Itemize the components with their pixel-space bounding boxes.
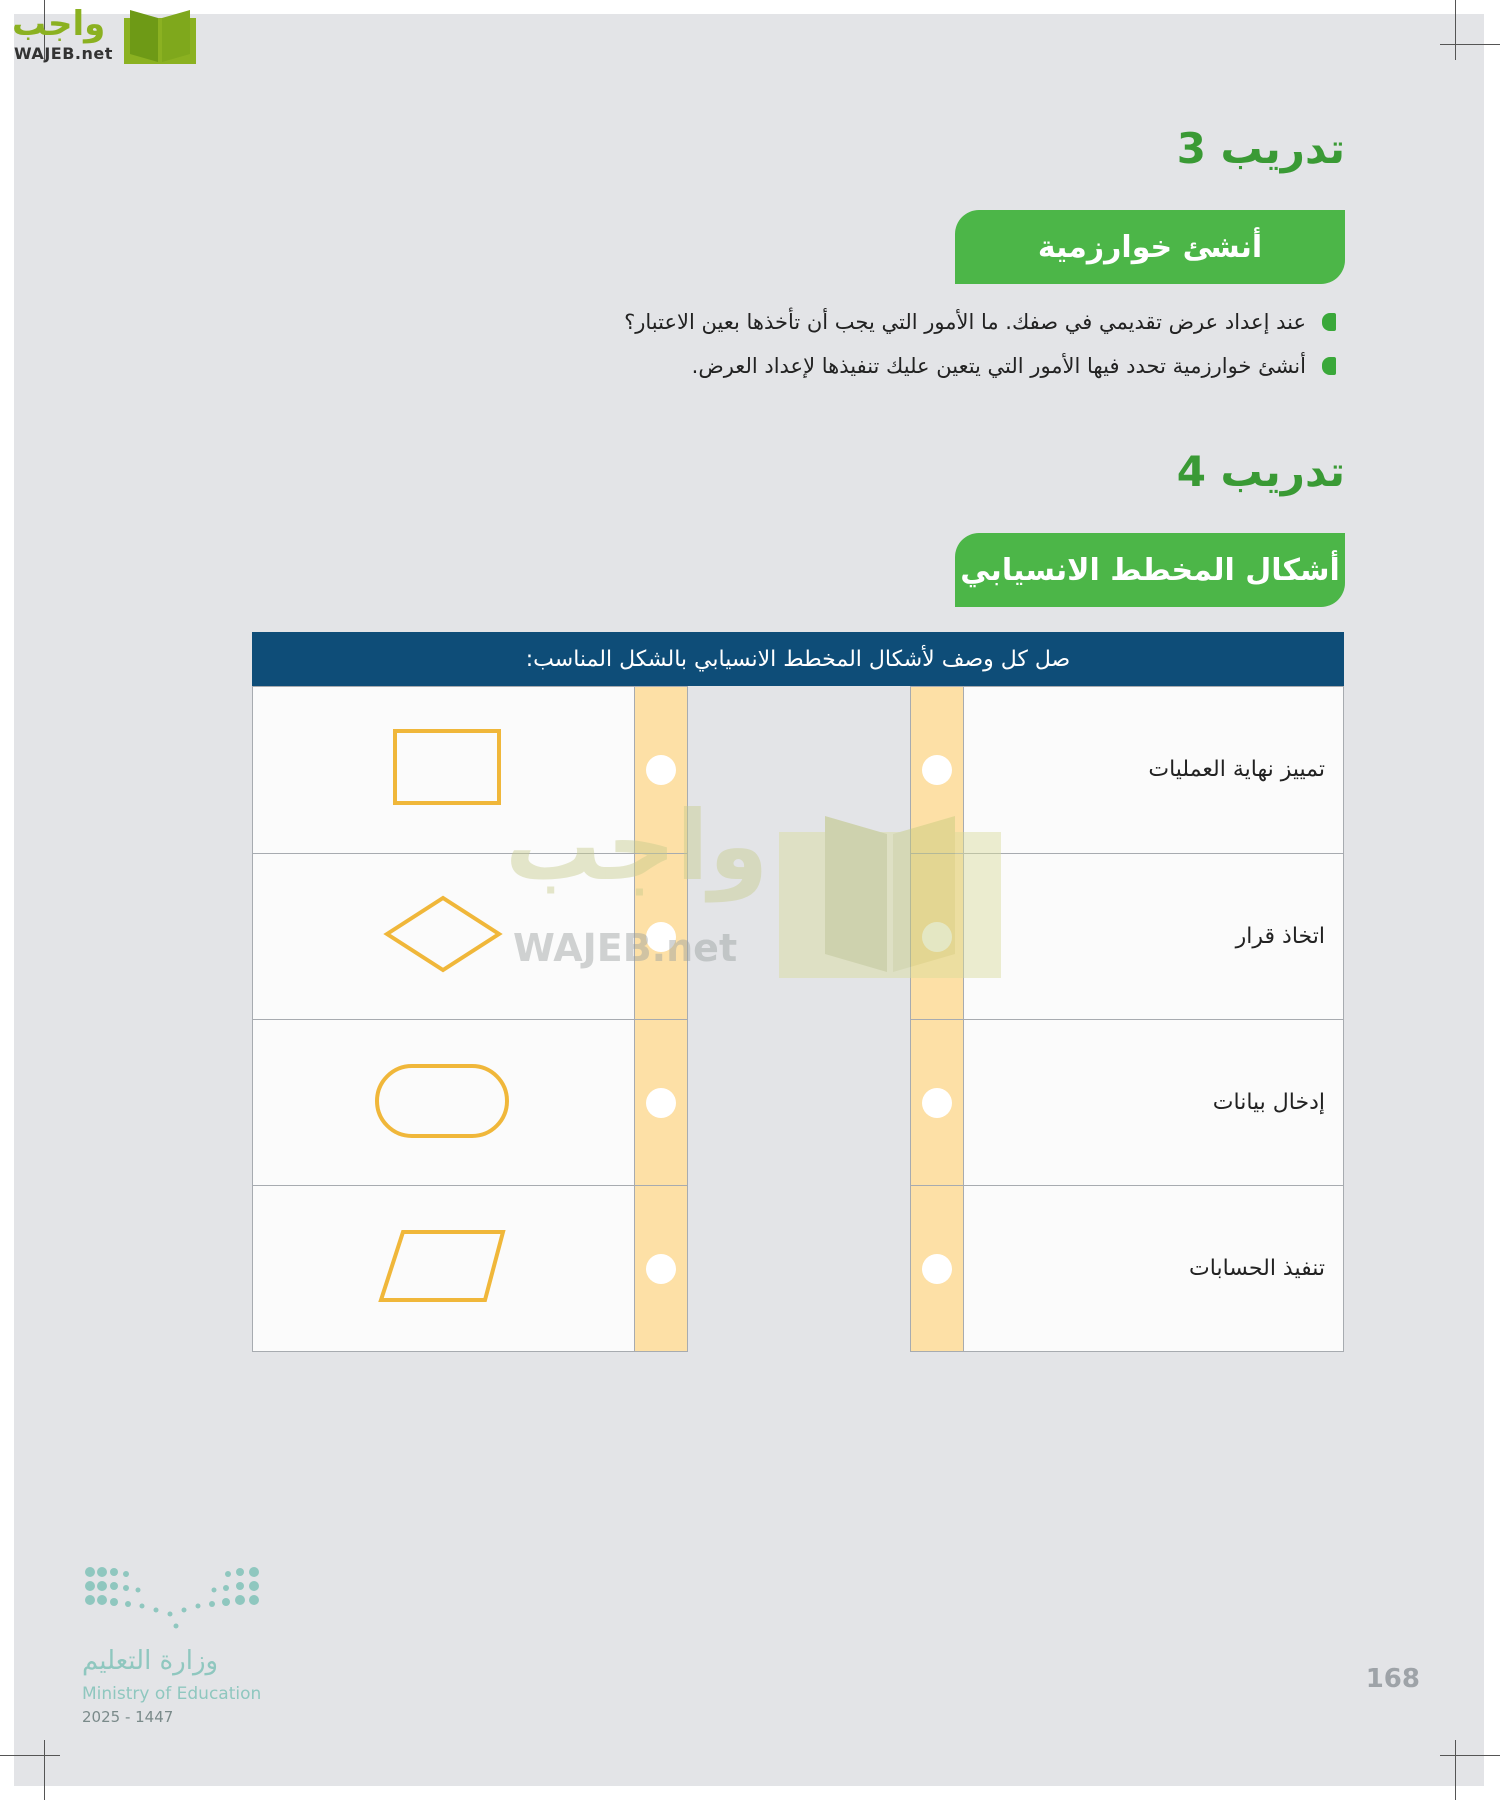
- description-row: [911, 1019, 1343, 1186]
- bullet-text: عند إعداد عرض تقديمي في صفك. ما الأمور التي يجب أن تأخذها بعين الاعتبار؟: [624, 310, 1306, 334]
- page-number: 168: [1365, 1664, 1420, 1694]
- ministry-name-english: Ministry of Education: [82, 1684, 262, 1704]
- connector-dot[interactable]: [646, 755, 676, 785]
- matching-instruction: صل كل وصف لأشكال المخطط الانسيابي بالشكل المناسب:: [252, 632, 1344, 686]
- ministry-name-arabic: وزارة التعليم: [82, 1646, 219, 1676]
- crop-mark: [1440, 1755, 1500, 1756]
- exercise-3-bullets: [440, 300, 1340, 388]
- connector-dot[interactable]: [922, 922, 952, 952]
- description-row: [911, 1185, 1343, 1352]
- exercise-4-banner: أشكال المخطط الانسيابي: [955, 533, 1345, 607]
- rounded-rectangle-shape: [373, 1058, 513, 1148]
- connector-dot[interactable]: [922, 1254, 952, 1284]
- watermark-latin: WAJEB.net: [513, 926, 738, 970]
- description-label: تنفيذ الحسابات: [1189, 1256, 1325, 1281]
- site-logo-latin: WAJEB.net: [14, 44, 113, 63]
- connector-dot[interactable]: [922, 755, 952, 785]
- description-label: اتخاذ قرار: [1235, 924, 1325, 949]
- description-row: [911, 687, 1343, 853]
- shape-row: [253, 687, 687, 853]
- site-logo-arabic: واجب: [12, 4, 106, 44]
- crop-mark: [44, 1740, 45, 1800]
- ministry-dots-icon: [84, 1564, 268, 1634]
- connector-dot[interactable]: [646, 922, 676, 952]
- bullet-icon: [1322, 313, 1336, 331]
- site-logo[interactable]: [12, 4, 192, 68]
- crop-mark: [1440, 44, 1500, 45]
- connector-dot[interactable]: [646, 1088, 676, 1118]
- exercise-3-banner: أنشئ خوارزمية: [955, 210, 1345, 284]
- watermark-arabic: واجب: [505, 790, 769, 902]
- crop-mark: [0, 1755, 60, 1756]
- shape-row: [253, 1185, 687, 1352]
- exercise-3-title: تدريب 3: [1176, 124, 1345, 173]
- rectangle-shape: [373, 725, 513, 815]
- ministry-logo: [80, 1560, 280, 1730]
- description-row: [911, 853, 1343, 1020]
- description-label: إدخال بيانات: [1212, 1090, 1325, 1115]
- bullet-item: [440, 300, 1340, 344]
- book-icon: [120, 6, 200, 66]
- matching-table: [252, 632, 1344, 1352]
- connector-dot[interactable]: [646, 1254, 676, 1284]
- shape-row: [253, 1019, 687, 1186]
- descriptions-column: [910, 686, 1344, 1352]
- connector-dot[interactable]: [922, 1088, 952, 1118]
- parallelogram-shape: [373, 1224, 513, 1314]
- bullet-text: أنشئ خوارزمية تحدد فيها الأمور التي يتعين عليك تنفيذها لإعداد العرض.: [691, 354, 1306, 378]
- crop-mark: [1455, 1740, 1456, 1800]
- ministry-year: 2025 - 1447: [82, 1708, 174, 1726]
- bullet-icon: [1322, 357, 1336, 375]
- shape-row: [253, 853, 687, 1020]
- bullet-item: [440, 344, 1340, 388]
- exercise-4-title: تدريب 4: [1176, 447, 1345, 496]
- diamond-shape: [373, 892, 513, 982]
- shapes-column: [252, 686, 688, 1352]
- description-label: تمييز نهاية العمليات: [1148, 757, 1325, 782]
- crop-mark: [1455, 0, 1456, 60]
